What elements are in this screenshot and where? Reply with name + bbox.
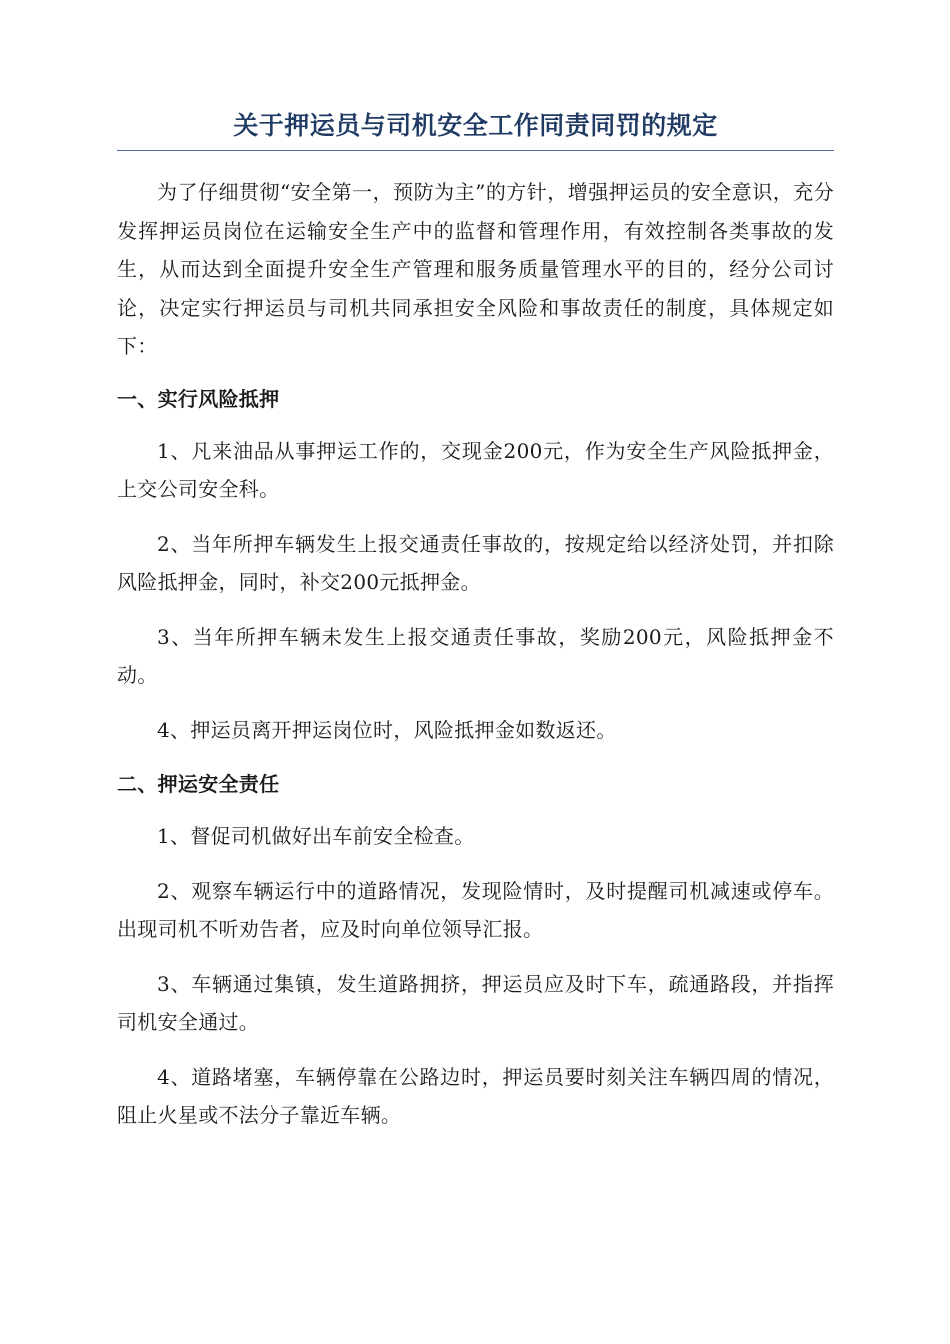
document-title: 关于押运员与司机安全工作同责同罚的规定 <box>117 108 834 151</box>
section-heading: 一、实行风险抵押 <box>117 386 280 411</box>
section-risk-deposit <box>117 380 834 750</box>
section-escort-responsibility <box>117 765 834 1135</box>
intro-paragraph: 为了仔细贯彻“安全第一，预防为主”的方针，增强押运员的安全意识，充分发挥押运员岗位在运输安全生产中的监督和管理作用，有效控制各类事故的发生，从而达到全面提升安全生产管理和服务质量管理水平的目的，经分公司讨论，决定实行押运员与司机共同承担安全风险和事故责任的制度，具体规定如下： <box>117 180 834 358</box>
list-item: 2、观察车辆运行中的道路情况，发现险情时，及时提醒司机减速或停车。出现司机不听劝告者，应及时向单位领导汇报。 <box>117 878 834 941</box>
list-item: 3、当年所押车辆未发生上报交通责任事故，奖励200元，风险抵押金不动。 <box>117 624 834 687</box>
document-page <box>117 108 834 1151</box>
section-heading: 二、押运安全责任 <box>117 772 280 796</box>
list-item: 1、凡来油品从事押运工作的，交现金200元，作为安全生产风险抵押金，上交公司安全科。 <box>117 438 834 501</box>
list-item: 2、当年所押车辆发生上报交通责任事故的，按规定给以经济处罚，并扣除风险抵押金，同时，补交200元抵押金。 <box>117 531 834 594</box>
list-item: 4、押运员离开押运岗位时，风险抵押金如数返还。 <box>157 717 617 742</box>
list-item: 1、督促司机做好出车前安全检查。 <box>157 824 475 848</box>
list-item: 4、道路堵塞，车辆停靠在公路边时，押运员要时刻关注车辆四周的情况，阻止火星或不法分子靠近车辆。 <box>117 1064 834 1127</box>
list-item: 3、车辆通过集镇，发生道路拥挤，押运员应及时下车，疏通路段，并指挥司机安全通过。 <box>117 971 834 1034</box>
